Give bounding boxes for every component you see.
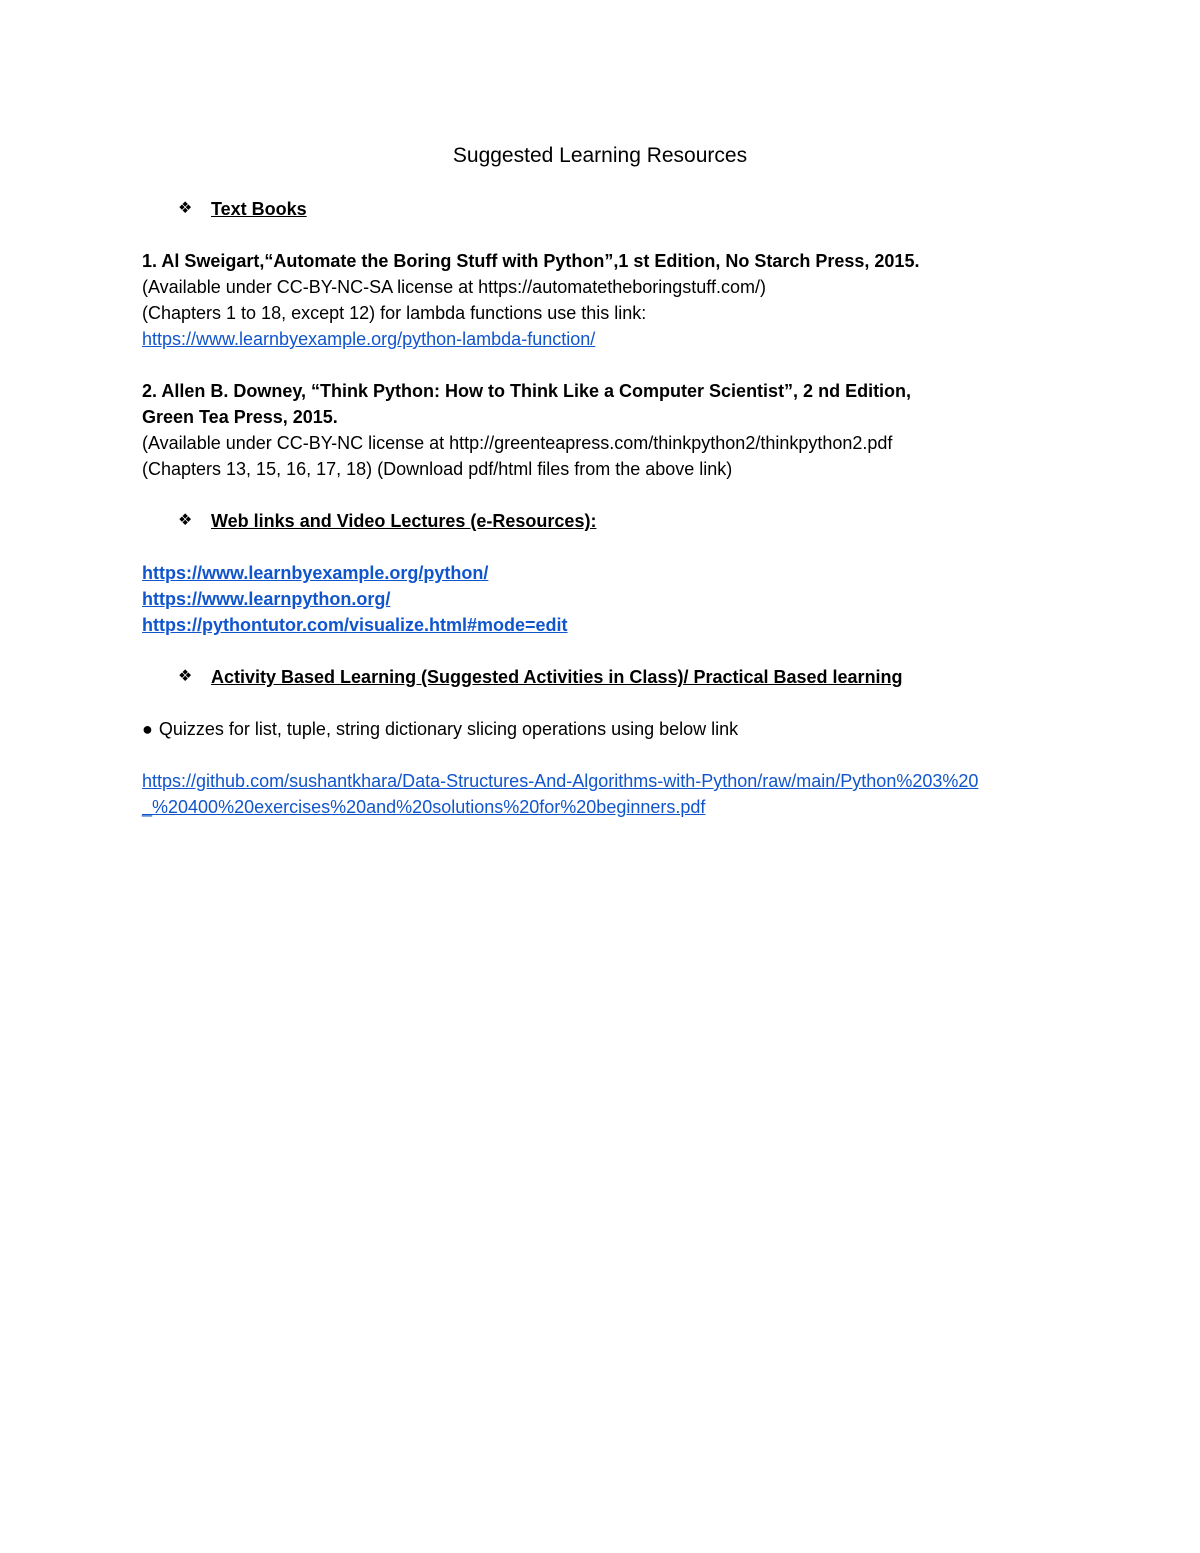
github-exercises-link-line1[interactable]: https://github.com/sushantkhara/Data-Structures-And-Algorithms-with-Python/raw/main/Python%203%20 bbox=[142, 771, 979, 791]
spacer bbox=[142, 352, 1072, 378]
spacer bbox=[142, 222, 1072, 248]
spacer bbox=[142, 742, 1072, 768]
section-heading-textbooks-label: Text Books bbox=[211, 199, 307, 219]
lambda-function-link[interactable]: https://www.learnbyexample.org/python-lambda-function/ bbox=[142, 329, 596, 349]
section-heading-web-links bbox=[142, 508, 1072, 534]
learnpython-link[interactable]: https://www.learnpython.org/ bbox=[142, 589, 391, 609]
quiz-list-item bbox=[142, 716, 1072, 742]
document-body bbox=[142, 196, 1072, 820]
book2-availability: (Available under CC-BY-NC license at http://greenteapress.com/thinkpython2/thinkpython2.pdf bbox=[142, 433, 893, 453]
diamond-bullet-icon: ❖ bbox=[178, 668, 193, 685]
book1-citation: 1. Al Sweigart,“Automate the Boring Stuff with Python”,1 st Edition, No Starch Press, 2015. bbox=[142, 251, 920, 271]
github-exercises-link-line2[interactable]: _%20400%20exercises%20and%20solutions%20for%20beginners.pdf bbox=[142, 797, 706, 817]
spacer bbox=[142, 534, 1072, 560]
book1-chapters: (Chapters 1 to 18, except 12) for lambda functions use this link: bbox=[142, 303, 647, 323]
learnbyexample-python-link[interactable]: https://www.learnbyexample.org/python/ bbox=[142, 563, 489, 583]
spacer bbox=[142, 638, 1072, 664]
page-title: Suggested Learning Resources bbox=[452, 144, 748, 167]
diamond-bullet-icon: ❖ bbox=[178, 512, 193, 529]
section-heading-web-links-label: Web links and Video Lectures (e-Resources): bbox=[211, 511, 597, 531]
spacer bbox=[142, 690, 1072, 716]
diamond-bullet-icon: ❖ bbox=[178, 200, 193, 217]
round-bullet-icon: ● bbox=[142, 719, 153, 739]
pythontutor-link[interactable]: https://pythontutor.com/visualize.html#mode=edit bbox=[142, 615, 568, 635]
book1-availability: (Available under CC-BY-NC-SA license at https://automatetheboringstuff.com/) bbox=[142, 277, 766, 297]
section-heading-activity-label: Activity Based Learning (Suggested Activities in Class)/ Practical Based learning bbox=[211, 667, 903, 687]
book2-citation-line2: Green Tea Press, 2015. bbox=[142, 407, 338, 427]
section-heading-textbooks bbox=[142, 196, 1072, 222]
book2-citation-line1: 2. Allen B. Downey, “Think Python: How to Think Like a Computer Scientist”, 2 nd Edition, bbox=[142, 381, 912, 401]
book2-chapters: (Chapters 13, 15, 16, 17, 18) (Download pdf/html files from the above link) bbox=[142, 459, 733, 479]
quiz-text: Quizzes for list, tuple, string dictionary slicing operations using below link bbox=[158, 719, 739, 739]
spacer bbox=[142, 482, 1072, 508]
section-heading-activity bbox=[142, 664, 1072, 690]
